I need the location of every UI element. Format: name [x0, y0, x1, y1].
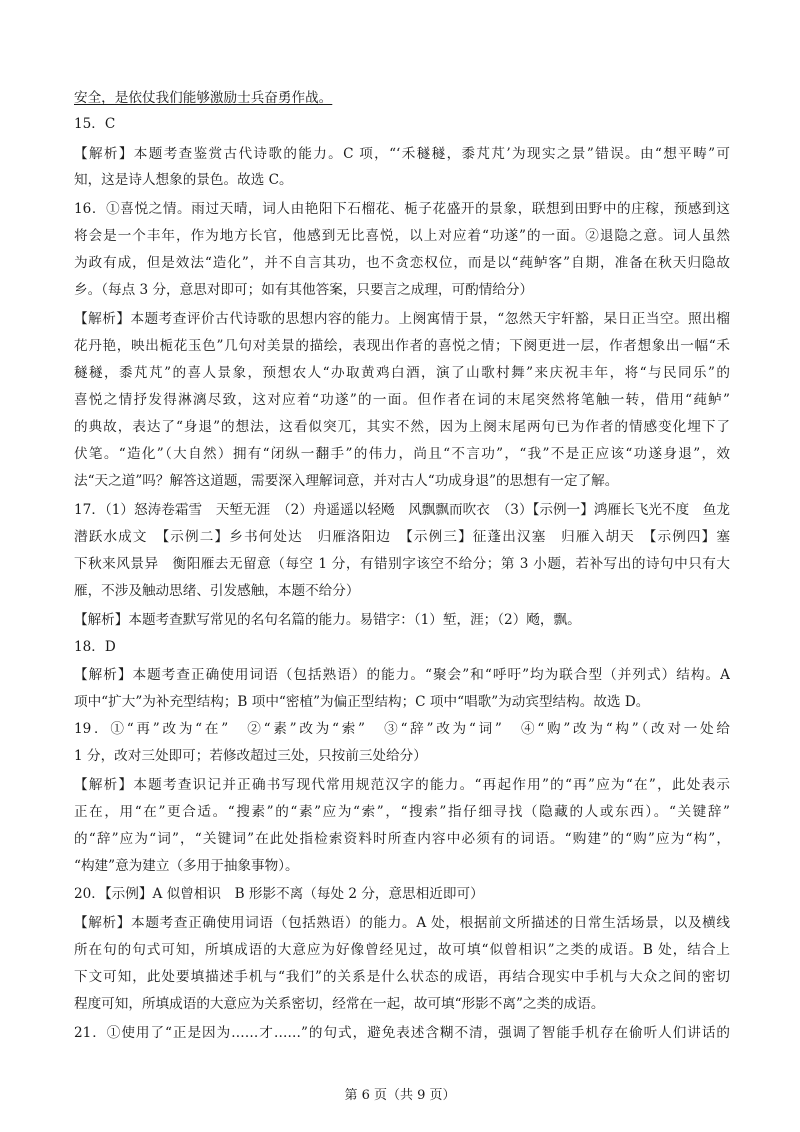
text-line-34: 程度可知，所填成语的大意应为关系密切，经常在一起，故可填“形影不离”之类的成语。	[74, 996, 605, 1012]
text-line-1: 安全，是依仗我们能够激励士兵奋勇作战。	[74, 90, 333, 106]
text-line-29: “构建”意为建立（多用于抽象事物）。	[74, 858, 299, 874]
text-line-14: 伏笔。“造化”（大自然）拥有“闭纵一翻手”的伟力，尚且“不言功”，“我”不是正应该“功遂身退”，效	[74, 446, 730, 462]
text-line-10: 花丹艳，映出栀花玉色”几句对美景的描绘，表现出作者的喜悦之情；下阕更进一层，作者想象出一幅“禾	[74, 338, 730, 354]
text-line-32: 所在句的句式可知，所填成语的大意应为好像曾经见过，故可填“似曾相识”之类的成语。B 处，结合上	[74, 942, 730, 958]
text-line-15: 法“天之道”吗？解答这道题，需要深入理解词意，并对古人“功成身退”的思想有一定了解。	[74, 473, 619, 489]
text-line-8: 乡。（每点 3 分，意思对即可；如有其他答案，只要言之成理，可酌情给分）	[74, 282, 534, 298]
text-line-19: 雁，不涉及触动思绪、引发感触，本题不给分）	[74, 583, 360, 599]
text-line-7: 为政有成，但是效法“造化”，并不自言其功，也不贪恋权位，而是以“莼鲈客”自期，准备在秋天归隐故	[74, 255, 730, 271]
text-line-30: 20．【示例】A 似曾相识 B 形影不离（每处 2 分，意思相近即可）	[74, 886, 484, 902]
text-line-33: 下文可知，此处要填描述手机与“我们”的关系是什么状态的成语，再结合现实中手机与大众之间的密切	[74, 969, 730, 985]
text-line-9: 【解析】本题考查评价古代诗歌的思想内容的能力。上阕寓情于景，“忽然天宇轩豁，杲日正当空。照出榴	[74, 311, 730, 327]
text-line-21: 18．D	[74, 639, 116, 655]
text-line-24: 19．①“再”改为“在” ②“素”改为“索” ③“辞”改为“词” ④“购”改为“构”（改对一处给	[74, 721, 730, 737]
text-line-18: 下秋来风景异 衡阳雁去无留意（每空 1 分，有错别字该空不给分；第 3 小题，若补写出的诗句中只有大	[74, 556, 730, 572]
text-line-3: 【解析】本题考查鉴赏古代诗歌的能力。C 项，“‘禾穟穟，黍芃芃’为现实之景”错误。由“想平畴”可	[74, 146, 730, 162]
text-line-25: 1 分，改对三处即可；若修改超过三处，只按前三处给分）	[74, 748, 427, 764]
text-line-27: 正在，用“在”更合适。“搜素”的“素”应为“索”，“搜索”指仔细寻找（隐藏的人或东西）。“关键辞”	[74, 804, 730, 820]
text-line-12: 喜悦之情抒发得淋漓尽致，这对应着“功遂”的一面。但作者在词的末尾突然将笔触一转，借用“莼鲈”	[74, 392, 730, 408]
text-line-13: 的典故，表达了“身退”的想法，这看似突兀，其实不然，因为上阕末尾两句已为作者的情感变化埋下了	[74, 419, 730, 435]
text-line-22: 【解析】本题考查正确使用词语（包括熟语）的能力。“聚会”和“呼吁”均为联合型（并列式）结构。A	[74, 667, 730, 683]
text-line-2: 15．C	[74, 116, 116, 132]
page-number-footer: 第 6 页（共 9 页）	[344, 1088, 456, 1103]
text-line-16: 17．（1）怒涛卷霜雪 天堑无涯 （2）舟遥遥以轻飏 风飘飘而吹衣 （3）【示例一】鸿雁长飞光不度 鱼龙	[74, 502, 730, 518]
text-line-4: 知，这是诗人想象的景色。故选 C。	[74, 172, 293, 188]
text-line-11: 穟穟，黍芃芃”的喜人景象，预想农人“办取黄鸡白酒，演了山歌村舞”来庆祝丰年，将“与民同乐”的	[74, 365, 730, 381]
text-line-31: 【解析】本题考查正确使用词语（包括熟语）的能力。A 处，根据前文所描述的日常生活场景，以及横线	[74, 915, 730, 931]
text-line-17: 潜跃水成文 【示例二】乡书何处达 归雁洛阳边 【示例三】征蓬出汉塞 归雁入胡天 【示例四】塞	[74, 529, 730, 545]
text-line-26: 【解析】本题考查识记并正确书写现代常用规范汉字的能力。“再起作用”的“再”应为“在”，此处表示	[74, 777, 730, 793]
text-line-23: 项中“扩大”为补充型结构；B 项中“密植”为偏正型结构；C 项中“唱歌”为动宾型结构。故选 D。	[74, 694, 650, 710]
text-line-28: 的“辞”应为“词”，“关键词”在此处指检索资料时所查内容中必须有的词语。“购建”的“购”应为“构”，	[74, 831, 730, 847]
text-line-35: 21．①使用了“正是因为……才……”的句式，避免表述含糊不清，强调了智能手机存在偷听人们讲话的	[74, 1025, 730, 1041]
text-line-20: 【解析】本题考查默写常见的名句名篇的能力。易错字：（1）堑，涯；（2）飏，飘。	[74, 612, 581, 628]
text-line-5: 16．①喜悦之情。雨过天晴，词人由艳阳下石榴花、栀子花盛开的景象，联想到田野中的庄稼，预感到这	[74, 201, 730, 217]
text-line-6: 将会是一个丰年，作为地方长官，他感到无比喜悦，以上对应着“功遂”的一面。②退隐之意。词人虽然	[74, 228, 730, 244]
